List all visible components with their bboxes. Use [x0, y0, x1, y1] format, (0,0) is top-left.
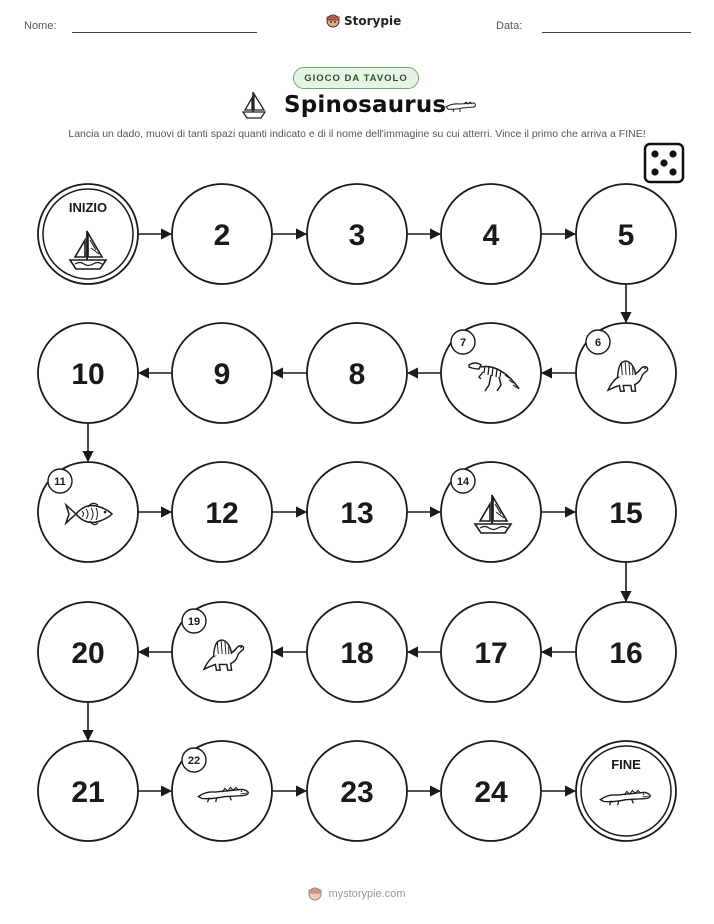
space-number: 10 — [71, 358, 105, 391]
space-number: 13 — [340, 497, 374, 530]
space-21[interactable] — [38, 741, 138, 841]
space-number: 4 — [482, 219, 500, 252]
finish-space[interactable] — [576, 741, 676, 841]
space-12[interactable] — [172, 462, 272, 562]
space-number: 15 — [609, 497, 643, 530]
space-7[interactable] — [441, 323, 541, 423]
space-number: 8 — [348, 358, 366, 391]
space-number: 9 — [213, 358, 231, 391]
space-number: 18 — [340, 637, 374, 670]
space-number-badge: 14 — [456, 476, 470, 488]
space-19[interactable] — [172, 602, 272, 702]
name-label: Nome: — [24, 20, 57, 32]
date-label: Data: — [496, 20, 523, 32]
category-badge: GIOCO DA TAVOLO — [293, 67, 419, 89]
space-number-badge: 22 — [187, 755, 201, 767]
space-number-badge: 7 — [459, 337, 467, 349]
space-14[interactable] — [441, 462, 541, 562]
instructions-text: Lancia un dado, muovi di tanti spazi quanti indicato e di il nome dell'immagine su cui atterri. Vince il primo che arriva a FINE! — [68, 128, 646, 140]
space-number: 23 — [340, 776, 374, 809]
space-17[interactable] — [441, 602, 541, 702]
space-24[interactable] — [441, 741, 541, 841]
space-number-badge: 6 — [594, 337, 602, 349]
space-number: 21 — [71, 776, 105, 809]
space-5[interactable] — [576, 184, 676, 284]
space-23[interactable] — [307, 741, 407, 841]
space-8[interactable] — [307, 323, 407, 423]
space-2[interactable] — [172, 184, 272, 284]
space-18[interactable] — [307, 602, 407, 702]
space-number: 16 — [609, 637, 643, 670]
start-space[interactable] — [38, 184, 138, 284]
footer-url[interactable]: mystorypie.com — [328, 888, 406, 900]
space-9[interactable] — [172, 323, 272, 423]
start-label: INIZIO — [68, 200, 108, 215]
space-number: 5 — [617, 219, 635, 252]
space-11[interactable] — [38, 462, 138, 562]
space-number: 12 — [205, 497, 239, 530]
space-16[interactable] — [576, 602, 676, 702]
space-13[interactable] — [307, 462, 407, 562]
page-title: Spinosaurus — [284, 92, 447, 118]
space-number: 17 — [474, 637, 508, 670]
space-6[interactable] — [576, 323, 676, 423]
space-15[interactable] — [576, 462, 676, 562]
space-number: 2 — [213, 219, 231, 252]
storypie-logo-icon — [308, 886, 322, 902]
space-3[interactable] — [307, 184, 407, 284]
brand-name: Storypie — [344, 14, 402, 28]
space-22[interactable] — [172, 741, 272, 841]
space-number: 20 — [71, 637, 105, 670]
space-10[interactable] — [38, 323, 138, 423]
space-4[interactable] — [441, 184, 541, 284]
space-20[interactable] — [38, 602, 138, 702]
space-number: 3 — [348, 219, 366, 252]
finish-label: FINE — [611, 757, 641, 772]
footer — [0, 886, 714, 902]
space-number-badge: 19 — [187, 616, 201, 628]
space-number: 24 — [474, 776, 508, 809]
space-number-badge: 11 — [54, 476, 66, 488]
